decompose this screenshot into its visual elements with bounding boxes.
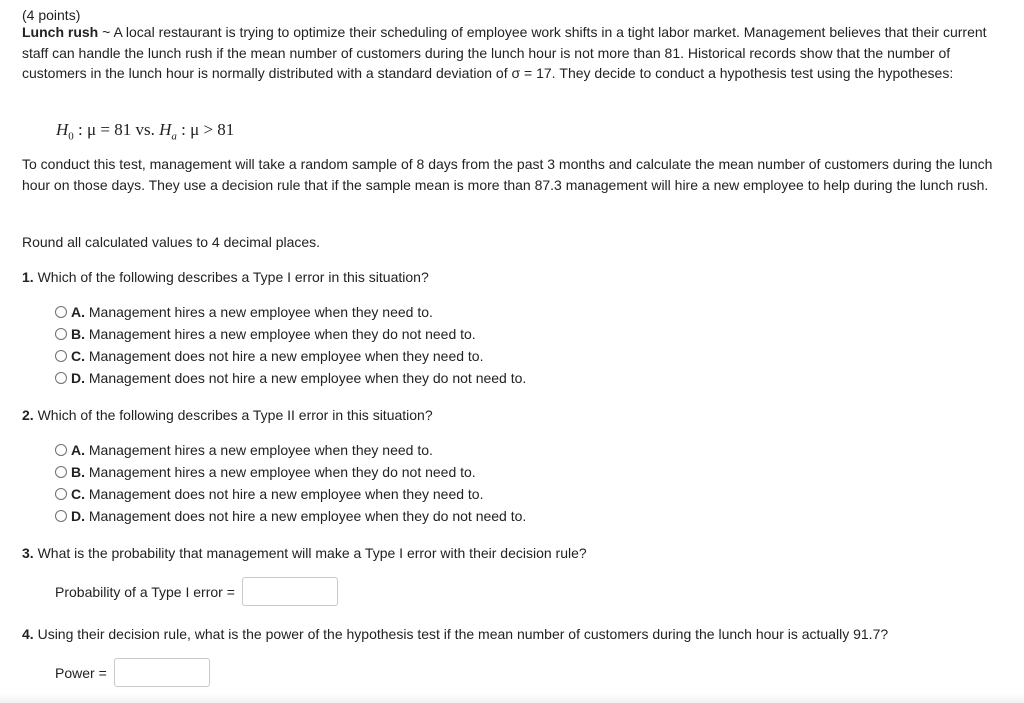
- option-1b[interactable]: [55, 323, 526, 345]
- answer-label: Probability of a Type I error =: [55, 583, 235, 600]
- radio-button[interactable]: [55, 488, 67, 500]
- option-text: Management does not hire a new employee when they need to.: [88, 348, 484, 364]
- ha-subscript: a: [171, 130, 177, 143]
- question-number: 4.: [22, 626, 34, 642]
- radio-button[interactable]: [55, 306, 67, 318]
- option-letter: A.: [71, 442, 85, 458]
- radio-button[interactable]: [55, 510, 67, 522]
- rounding-note: Round all calculated values to 4 decimal places.: [22, 234, 321, 250]
- option-2c[interactable]: [55, 483, 526, 505]
- h0-symbol: H: [56, 120, 69, 139]
- question-text: Which of the following describes a Type II error in this situation?: [37, 407, 433, 423]
- question-number: 1.: [22, 269, 34, 285]
- option-2a[interactable]: [55, 439, 526, 461]
- power-input[interactable]: [114, 658, 210, 687]
- problem-title: Lunch rush: [22, 24, 99, 40]
- option-1d[interactable]: [55, 367, 526, 389]
- option-1c[interactable]: [55, 345, 526, 367]
- question-4: [22, 624, 888, 644]
- question-2-options: [55, 439, 526, 527]
- question-text: Which of the following describes a Type I error in this situation?: [37, 269, 429, 285]
- page-bottom-edge: [0, 693, 1024, 703]
- option-text: Management does not hire a new employee when they need to.: [88, 486, 484, 502]
- option-1a[interactable]: [55, 301, 526, 323]
- option-text: Management does not hire a new employee when they do not need to.: [88, 370, 527, 386]
- option-2d[interactable]: [55, 505, 526, 527]
- h0-relation: : μ = 81 vs.: [73, 120, 160, 139]
- option-text: Management hires a new employee when they do not need to.: [88, 326, 476, 342]
- question-number: 2.: [22, 407, 34, 423]
- problem-intro: [22, 22, 1002, 84]
- option-letter: B.: [71, 326, 85, 342]
- option-text: Management hires a new employee when they do not need to.: [88, 464, 476, 480]
- option-text: Management does not hire a new employee when they do not need to.: [88, 508, 527, 524]
- intro-text: A local restaurant is trying to optimize their scheduling of employee work shifts in a tight labor market. Management believes that their current staff can handle the lunch rush if the mean number of customers during the lunch hour is not more than 81. Historical records show that the number of customers in the lunch hour is normally distributed with a standard deviation of σ = 17. They decide to conduct a hypothesis test using the hypotheses:: [22, 24, 987, 81]
- option-text: Management hires a new employee when they need to.: [88, 442, 433, 458]
- ha-symbol: H: [159, 120, 172, 139]
- test-description: To conduct this test, management will take a random sample of 8 days from the past 3 months and calculate the mean number of customers during the lunch hour on those days. They use a decision rule that if the sample mean is more than 87.3 management will hire a new employee to help during the lunch rush.: [22, 156, 993, 193]
- radio-button[interactable]: [55, 466, 67, 478]
- option-2b[interactable]: [55, 461, 526, 483]
- option-text: Management hires a new employee when they need to.: [88, 304, 433, 320]
- title-separator: ~: [102, 24, 111, 40]
- option-letter: A.: [71, 304, 85, 320]
- points-label: (4 points): [22, 7, 81, 23]
- option-letter: D.: [71, 508, 85, 524]
- radio-button[interactable]: [55, 372, 67, 384]
- option-letter: B.: [71, 464, 85, 480]
- type-i-error-answer-row: [55, 577, 338, 606]
- question-text: Using their decision rule, what is the power of the hypothesis test if the mean number of customers during the lunch hour is actually 91.7?: [37, 626, 889, 642]
- h0-subscript: 0: [68, 130, 74, 143]
- question-text: What is the probability that management will make a Type I error with their decision rule?: [37, 545, 587, 561]
- question-1-options: [55, 301, 526, 389]
- type-i-error-input[interactable]: [242, 577, 338, 606]
- hypotheses: [56, 119, 234, 147]
- answer-label: Power =: [55, 664, 107, 681]
- question-number: 3.: [22, 545, 34, 561]
- power-answer-row: [55, 658, 210, 687]
- question-1: [22, 267, 429, 287]
- question-2: [22, 405, 433, 425]
- radio-button[interactable]: [55, 350, 67, 362]
- ha-relation: : μ > 81: [176, 120, 235, 139]
- question-3: [22, 543, 587, 563]
- option-letter: C.: [71, 348, 85, 364]
- option-letter: D.: [71, 370, 85, 386]
- radio-button[interactable]: [55, 444, 67, 456]
- option-letter: C.: [71, 486, 85, 502]
- radio-button[interactable]: [55, 328, 67, 340]
